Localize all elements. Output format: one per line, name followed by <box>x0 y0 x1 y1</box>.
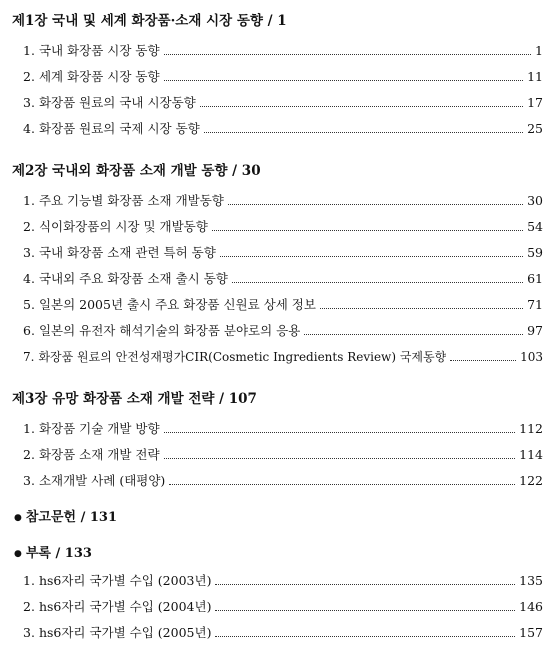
chapter-1-title: 제1장 국내 및 세계 화장품·소재 시장 동향 / 1 <box>12 13 287 29</box>
entry-number: 2. <box>23 219 35 234</box>
dot-leader <box>320 308 523 309</box>
entry-number: 5. <box>23 297 35 312</box>
toc-entry[interactable] <box>12 90 543 116</box>
entry-page: 157 <box>519 625 543 640</box>
entry-title: 일본의 유전자 해석기술의 화장품 분야로의 응용 <box>38 323 301 338</box>
entry-page: 61 <box>527 271 543 286</box>
entry-number: 3. <box>23 625 35 640</box>
entry-number: 2. <box>23 69 35 84</box>
entry-title: 일본의 2005년 출시 주요 화장품 신원료 상세 정보 <box>38 297 316 312</box>
dot-leader <box>304 334 523 335</box>
entry-number: 1. <box>23 573 35 588</box>
appendix-heading[interactable] <box>12 542 543 566</box>
entry-title: 식이화장품의 시장 및 개발동향 <box>38 219 208 234</box>
entry-title: hs6자리 국가별 수입 (2004년) <box>38 599 212 614</box>
entry-page: 114 <box>519 447 543 462</box>
entry-title: 화장품 기술 개발 방향 <box>38 421 160 436</box>
chapter-2-title: 제2장 국내외 화장품 소재 개발 동향 / 30 <box>12 163 261 179</box>
entry-page: 122 <box>519 473 543 488</box>
dot-leader <box>450 360 516 361</box>
references-heading[interactable] <box>12 506 543 530</box>
toc-entry[interactable] <box>12 442 543 468</box>
toc-entry[interactable] <box>12 64 543 90</box>
dot-leader <box>215 636 515 637</box>
entry-title: hs6자리 국가별 수입 (2003년) <box>38 573 212 588</box>
bullet-icon: ● <box>14 513 22 523</box>
appendix-title: 부록 / 133 <box>25 546 92 561</box>
entry-number: 2. <box>23 447 35 462</box>
entry-page: 146 <box>519 599 543 614</box>
section-gap <box>12 530 543 542</box>
entry-title: 소재개발 사례 (태평양) <box>38 473 166 488</box>
entry-page: 11 <box>527 69 543 84</box>
toc-entry[interactable] <box>12 344 543 370</box>
references-title: 참고문헌 / 131 <box>25 510 118 525</box>
entry-title: 화장품 원료의 안전성재평가CIR(Cosmetic Ingredients Review) 국제동향 <box>38 350 447 364</box>
entry-number: 1. <box>23 193 35 208</box>
entry-title: 화장품 소재 개발 전략 <box>38 447 160 462</box>
dot-leader <box>164 54 532 55</box>
entry-page: 30 <box>527 193 543 208</box>
section-gap <box>12 370 543 388</box>
entry-number: 6. <box>23 323 35 338</box>
toc-entry[interactable] <box>12 292 543 318</box>
entry-number: 3. <box>23 95 35 110</box>
toc-entry[interactable] <box>12 318 543 344</box>
toc-entry[interactable] <box>12 188 543 214</box>
entry-page: 59 <box>527 245 543 260</box>
dot-leader <box>232 282 523 283</box>
entry-number: 4. <box>23 271 35 286</box>
dot-leader <box>215 584 515 585</box>
entry-title: 세계 화장품 시장 동향 <box>38 69 160 84</box>
entry-page: 25 <box>527 121 543 136</box>
entry-page: 1 <box>535 43 543 58</box>
entry-page: 97 <box>527 323 543 338</box>
entry-number: 1. <box>23 421 35 436</box>
entry-number: 7. <box>23 350 35 364</box>
dot-leader <box>220 256 523 257</box>
entry-page: 71 <box>527 297 543 312</box>
entry-page: 135 <box>519 573 543 588</box>
dot-leader <box>200 106 523 107</box>
entry-number: 1. <box>23 43 35 58</box>
entry-page: 17 <box>527 95 543 110</box>
toc-entry[interactable] <box>12 594 543 620</box>
toc-entry[interactable] <box>12 214 543 240</box>
toc-entry[interactable] <box>12 620 543 646</box>
entry-title: 국내 화장품 소재 관련 특허 동향 <box>38 245 216 260</box>
chapter-3-title: 제3장 유망 화장품 소재 개발 전략 / 107 <box>12 391 257 407</box>
dot-leader <box>164 80 524 81</box>
entry-title: 주요 기능별 화장품 소재 개발동향 <box>38 193 224 208</box>
chapter-1-entries <box>12 38 543 142</box>
toc-entry[interactable] <box>12 416 543 442</box>
entry-page: 54 <box>527 219 543 234</box>
entry-title: 화장품 원료의 국제 시장 동향 <box>38 121 200 136</box>
dot-leader <box>215 610 515 611</box>
toc-entry[interactable] <box>12 240 543 266</box>
chapter-3-entries <box>12 416 543 494</box>
entry-title: 국내 화장품 시장 동향 <box>38 43 160 58</box>
dot-leader <box>204 132 523 133</box>
entry-number: 3. <box>23 473 35 488</box>
entry-page: 103 <box>520 350 543 364</box>
toc-entry[interactable] <box>12 568 543 594</box>
dot-leader <box>164 458 516 459</box>
entry-number: 3. <box>23 245 35 260</box>
chapter-2-entries <box>12 188 543 370</box>
toc-entry[interactable] <box>12 38 543 64</box>
entry-number: 4. <box>23 121 35 136</box>
appendix-entries <box>12 568 543 646</box>
entry-title: hs6자리 국가별 수입 (2005년) <box>38 625 212 640</box>
section-gap <box>12 494 543 506</box>
bullet-icon: ● <box>14 549 22 559</box>
entry-page: 112 <box>519 421 543 436</box>
toc-entry[interactable] <box>12 266 543 292</box>
entry-number: 2. <box>23 599 35 614</box>
entry-title: 화장품 원료의 국내 시장동향 <box>38 95 196 110</box>
toc-entry[interactable] <box>12 468 543 494</box>
dot-leader <box>164 432 516 433</box>
entry-title: 국내외 주요 화장품 소재 출시 동향 <box>38 271 228 286</box>
dot-leader <box>212 230 523 231</box>
dot-leader <box>228 204 523 205</box>
section-gap <box>12 142 543 160</box>
dot-leader <box>169 484 515 485</box>
toc-entry[interactable] <box>12 116 543 142</box>
